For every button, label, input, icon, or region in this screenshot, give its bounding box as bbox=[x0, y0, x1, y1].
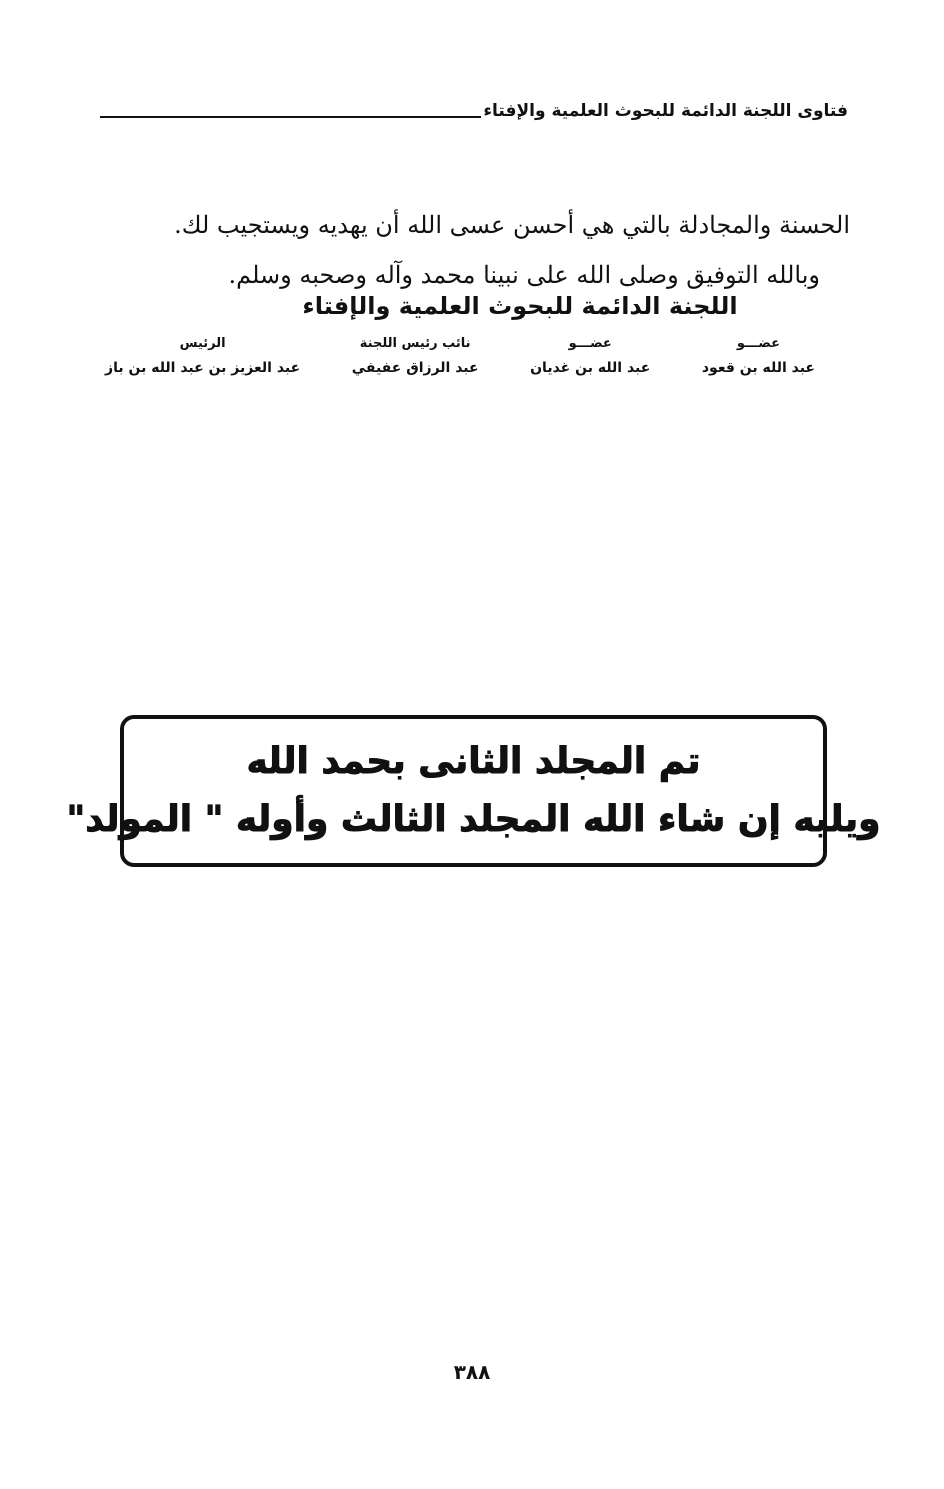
fatwa-text bbox=[150, 200, 850, 300]
header-rule bbox=[100, 116, 481, 118]
signatory-role: نائب رئيس اللجنة bbox=[359, 336, 471, 351]
signatory-2 bbox=[530, 336, 650, 396]
header-title: فتاوى اللجنة الدائمة للبحوث العلمية والإفتاء bbox=[483, 101, 848, 121]
committee-name: اللجنة الدائمة للبحوث العلمية والإفتاء bbox=[302, 292, 738, 320]
signatory-role: عضـــو bbox=[568, 336, 612, 351]
closing-line-2: ويليه إن شاء الله المجلد الثالث وأوله " المولد" bbox=[66, 799, 881, 840]
fatwa-text-line-2: وبالله التوفيق وصلى الله على نبينا محمد وآله وصحبه وسلم. bbox=[228, 261, 820, 289]
signatory-role: الرئيس bbox=[179, 336, 226, 351]
signatory-name: عبد الله بن قعود bbox=[701, 360, 815, 376]
volume-closing-box bbox=[66, 715, 881, 867]
fatwa-text-line-1: الحسنة والمجادلة بالتي هي أحسن عسى الله أن يهديه ويستجيب لك. bbox=[174, 211, 850, 239]
signatory-name: عبد الرزاق عفيفي bbox=[351, 360, 479, 376]
signatory-4 bbox=[105, 336, 300, 396]
signatory-role: عضـــو bbox=[736, 336, 781, 351]
closing-line-1: تم المجلد الثانى بحمد الله bbox=[246, 741, 701, 782]
signatory-name: عبد العزيز بن عبد الله بن باز bbox=[105, 360, 301, 376]
signatures-block bbox=[105, 336, 815, 396]
signatory-1 bbox=[702, 336, 815, 396]
signatory-name: عبد الله بن غديان bbox=[530, 360, 651, 376]
running-header bbox=[100, 92, 848, 124]
page-number: ٣٨٨ bbox=[453, 1360, 491, 1384]
signatory-3 bbox=[352, 336, 479, 396]
